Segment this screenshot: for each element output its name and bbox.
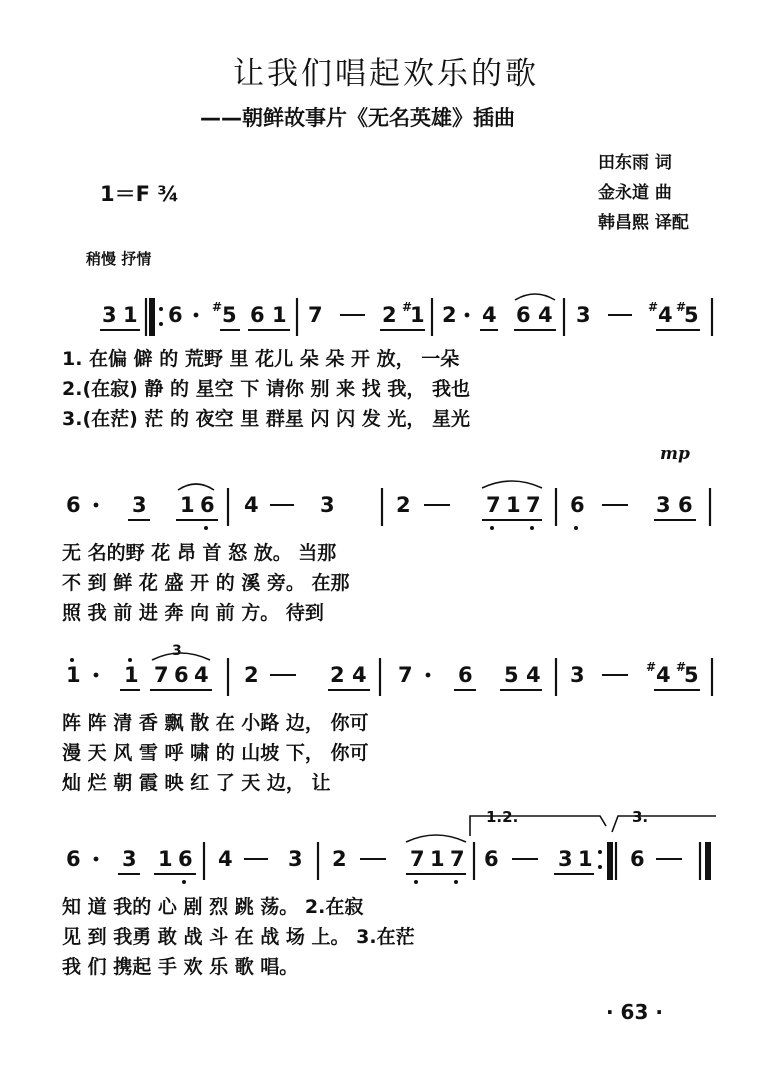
volta-second-label: 3.: [632, 808, 649, 826]
svg-text:6: 6: [484, 847, 499, 871]
svg-text:6: 6: [458, 663, 473, 687]
svg-text:4: 4: [352, 663, 367, 687]
lyric-line-s2-v2: 不 到 鲜 花 盛 开 的 溪 旁。 在那: [62, 572, 350, 594]
svg-text:3: 3: [102, 303, 117, 327]
svg-text:2: 2: [332, 847, 347, 871]
svg-text:6: 6: [570, 493, 585, 517]
svg-text:6: 6: [678, 493, 693, 517]
svg-text:4: 4: [526, 663, 541, 687]
svg-text:3: 3: [558, 847, 573, 871]
staff-system-3: [66, 643, 712, 696]
svg-text:#: #: [676, 660, 687, 674]
svg-text:4: 4: [194, 663, 209, 687]
svg-text:2: 2: [244, 663, 259, 687]
svg-text:4: 4: [218, 847, 233, 871]
svg-text:2: 2: [330, 663, 345, 687]
lyric-line-s3-v3: 灿 烂 朝 霞 映 红 了 天 边， 让: [62, 772, 331, 794]
svg-text:4: 4: [656, 663, 671, 687]
svg-text:1: 1: [272, 303, 287, 327]
lyric-line-s1-v3: 3.(在茫) 茫 的 夜空 里 群星 闪 闪 发 光， 星光: [62, 408, 470, 430]
song-subtitle: ——朝鲜故事片《无名英雄》插曲: [200, 106, 515, 130]
svg-text:3: 3: [576, 303, 591, 327]
svg-text:7: 7: [526, 493, 541, 517]
volta-first-label: 1.2.: [486, 808, 519, 826]
arranger-credit: 韩昌熙 译配: [598, 213, 689, 233]
svg-text:6: 6: [516, 303, 531, 327]
staff-system-1: [100, 294, 712, 336]
lyric-line-s3-v2: 漫 天 风 雪 呼 啸 的 山坡 下， 你可: [62, 742, 369, 764]
svg-text:1: 1: [124, 663, 139, 687]
svg-text:3: 3: [122, 847, 137, 871]
svg-text:5: 5: [504, 663, 519, 687]
svg-text:6: 6: [174, 663, 189, 687]
svg-text:6: 6: [178, 847, 193, 871]
svg-text:7: 7: [308, 303, 323, 327]
svg-text:3: 3: [172, 643, 182, 659]
svg-text:7: 7: [398, 663, 413, 687]
svg-text:6: 6: [168, 303, 183, 327]
lyric-line-s1-v2: 2.(在寂) 静 的 星空 下 请你 别 来 找 我， 我也: [62, 378, 470, 400]
svg-text:3: 3: [570, 663, 585, 687]
svg-text:3: 3: [320, 493, 335, 517]
svg-text:1: 1: [506, 493, 521, 517]
svg-text:4: 4: [482, 303, 497, 327]
svg-text:1: 1: [410, 303, 425, 327]
svg-text:#: #: [212, 300, 223, 314]
dynamic-marking: mp: [660, 444, 690, 464]
svg-text:1: 1: [180, 493, 195, 517]
svg-text:4: 4: [244, 493, 259, 517]
svg-text:1: 1: [578, 847, 593, 871]
lyric-line-s2-v3: 照 我 前 进 奔 向 前 方。 待到: [62, 602, 324, 624]
svg-text:2: 2: [382, 303, 397, 327]
lyricist-credit: 田东雨 词: [598, 153, 672, 173]
lyric-line-s4-v1: 知 道 我的 心 剧 烈 跳 荡。 2.在寂: [62, 896, 364, 918]
staff-system-2: [66, 481, 710, 530]
page-number: · 63 ·: [606, 1000, 663, 1024]
svg-text:#: #: [676, 300, 687, 314]
svg-text:6: 6: [250, 303, 265, 327]
svg-text:5: 5: [684, 663, 699, 687]
lyric-line-s2-v1: 无 名的野 花 昂 首 怒 放。 当那: [62, 542, 337, 564]
svg-text:6: 6: [66, 493, 81, 517]
svg-text:7: 7: [154, 663, 169, 687]
tempo-marking: 稍慢 抒情: [86, 250, 152, 268]
lyric-line-s1-v1: 1. 在偏 僻 的 荒野 里 花儿 朵 朵 开 放， 一朵: [62, 348, 460, 370]
svg-text:3: 3: [288, 847, 303, 871]
svg-text:5: 5: [684, 303, 699, 327]
lyric-line-s4-v2: 见 到 我勇 敢 战 斗 在 战 场 上。 3.在茫: [62, 926, 415, 948]
svg-text:#: #: [646, 660, 657, 674]
svg-text:3: 3: [656, 493, 671, 517]
svg-text:1: 1: [430, 847, 445, 871]
song-title: 让我们唱起欢乐的歌: [233, 56, 539, 92]
svg-text:3: 3: [132, 493, 147, 517]
svg-text:4: 4: [658, 303, 673, 327]
svg-text:6: 6: [630, 847, 645, 871]
svg-text:7: 7: [410, 847, 425, 871]
svg-text:5: 5: [222, 303, 237, 327]
svg-text:4: 4: [538, 303, 553, 327]
svg-text:#: #: [402, 300, 413, 314]
svg-text:1: 1: [123, 303, 138, 327]
svg-text:6: 6: [200, 493, 215, 517]
composer-credit: 金永道 曲: [598, 183, 672, 203]
svg-text:2: 2: [396, 493, 411, 517]
svg-text:6: 6: [66, 847, 81, 871]
lyric-line-s4-v3: 我 们 携起 手 欢 乐 歌 唱。: [62, 956, 299, 978]
svg-text:1: 1: [158, 847, 173, 871]
staff-system-4: [66, 808, 716, 884]
svg-text:7: 7: [450, 847, 465, 871]
lyric-line-s3-v1: 阵 阵 清 香 飘 散 在 小路 边， 你可: [62, 712, 369, 734]
svg-text:1: 1: [66, 663, 81, 687]
svg-text:#: #: [648, 300, 659, 314]
svg-text:2: 2: [442, 303, 457, 327]
key-signature: 1＝F ¾: [100, 182, 180, 206]
svg-text:7: 7: [486, 493, 501, 517]
